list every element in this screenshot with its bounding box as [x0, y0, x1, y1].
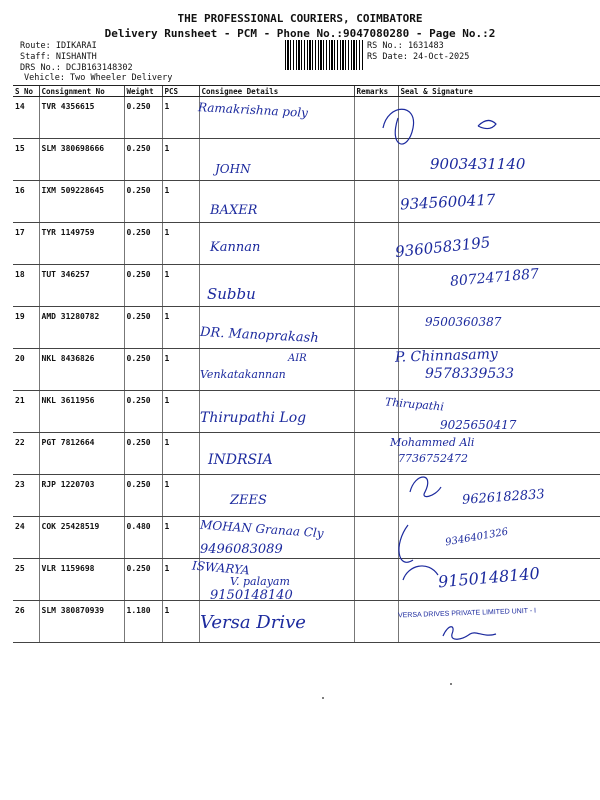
drs-label: DRS No.: DCJB163148302: [20, 63, 133, 73]
cell-remarks: [354, 475, 398, 517]
hand-signature: 9578339533: [425, 366, 515, 382]
hand-signature: 9500360387: [425, 315, 502, 329]
col-weight: Weight: [124, 86, 162, 97]
cell-weight: 0.250: [124, 97, 162, 139]
hand-signature: 9626182833: [461, 487, 546, 508]
company-title: THE PROFESSIONAL COURIERS, COIMBATORE: [177, 12, 423, 25]
cell-sno: 17: [13, 223, 39, 265]
cell-remarks: [354, 181, 398, 223]
cell-weight: 0.250: [124, 349, 162, 391]
cell-consignment: RJP 1220703: [39, 475, 124, 517]
rs-date-label: RS Date: 24-Oct-2025: [367, 52, 470, 62]
cell-consignment: COK 25428519: [39, 517, 124, 559]
signature-scribble: [405, 472, 445, 502]
hand-signature: 8072471887: [449, 266, 540, 290]
cell-consignment: IXM 509228645: [39, 181, 124, 223]
hand-signature: Thirupathi: [384, 395, 445, 414]
table-row: [13, 181, 600, 223]
scan-speck: [450, 683, 452, 685]
hand-consignee: 9496083089: [200, 542, 283, 557]
table-row: [13, 433, 600, 475]
cell-weight: 1.180: [124, 601, 162, 643]
cell-sno: 18: [13, 265, 39, 307]
cell-sno: 19: [13, 307, 39, 349]
hand-consignee: MOHAN Granaa Cly: [199, 517, 325, 541]
cell-pcs: 1: [162, 601, 199, 643]
hand-signature: 9345600417: [399, 190, 496, 214]
cell-weight: 0.250: [124, 265, 162, 307]
cell-weight: 0.480: [124, 517, 162, 559]
hand-signature: 9150148140: [437, 563, 541, 592]
cell-sno: 26: [13, 601, 39, 643]
cell-pcs: 1: [162, 349, 199, 391]
cell-remarks: [354, 265, 398, 307]
cell-consignee: [199, 475, 354, 517]
cell-remarks: [354, 223, 398, 265]
cell-sno: 24: [13, 517, 39, 559]
cell-remarks: [354, 307, 398, 349]
cell-consignment: SLM 380698666: [39, 139, 124, 181]
cell-sno: 16: [13, 181, 39, 223]
hand-consignee: Venkatakannan: [200, 368, 286, 381]
cell-pcs: 1: [162, 223, 199, 265]
hand-consignee: JOHN: [215, 162, 251, 176]
hand-signature: P. Chinnasamy: [394, 346, 499, 366]
table-row: [13, 223, 600, 265]
cell-consignment: SLM 380870939: [39, 601, 124, 643]
cell-remarks: [354, 349, 398, 391]
cell-sno: 20: [13, 349, 39, 391]
cell-weight: 0.250: [124, 475, 162, 517]
cell-weight: 0.250: [124, 559, 162, 601]
col-consignee: Consignee Details: [199, 86, 354, 97]
hand-signature: 9025650417: [440, 418, 517, 432]
cell-consignment: TUT 346257: [39, 265, 124, 307]
cell-weight: 0.250: [124, 307, 162, 349]
cell-weight: 0.250: [124, 391, 162, 433]
cell-consignment: PGT 7812664: [39, 433, 124, 475]
cell-pcs: 1: [162, 139, 199, 181]
table-row: [13, 601, 600, 643]
hand-consignee: ISWARYA: [191, 558, 251, 578]
hand-consignee: Kannan: [210, 240, 261, 255]
cell-pcs: 1: [162, 265, 199, 307]
cell-consignment: NKL 3611956: [39, 391, 124, 433]
cell-pcs: 1: [162, 475, 199, 517]
vehicle-label: Vehicle: Two Wheeler Delivery: [24, 73, 173, 83]
cell-weight: 0.250: [124, 139, 162, 181]
hand-signature: Mohammed Ali: [390, 436, 475, 449]
stamp-signature: [440, 622, 500, 644]
hand-signature: 7736752472: [398, 452, 468, 465]
cell-consignment: AMD 31280782: [39, 307, 124, 349]
hand-consignee: V. palayam: [230, 575, 290, 588]
hand-consignee: Versa Drive: [200, 612, 306, 633]
hand-signature: 9003431140: [430, 155, 526, 173]
hand-signature: 9360583195: [394, 233, 492, 261]
hand-consignee: Ramakrishna poly: [197, 100, 309, 120]
hand-consignee: INDRSIA: [208, 452, 273, 468]
col-consignment: Consignment No: [39, 86, 124, 97]
cell-consignment: VLR 1159698: [39, 559, 124, 601]
runsheet-title: Delivery Runsheet - PCM - Phone No.:9047080280 - Page No.:2: [104, 27, 496, 40]
cell-pcs: 1: [162, 391, 199, 433]
cell-pcs: 1: [162, 433, 199, 475]
cell-weight: 0.250: [124, 181, 162, 223]
table-header: [13, 86, 600, 97]
cell-pcs: 1: [162, 517, 199, 559]
cell-pcs: 1: [162, 97, 199, 139]
cell-pcs: 1: [162, 307, 199, 349]
cell-sno: 14: [13, 97, 39, 139]
cell-sno: 23: [13, 475, 39, 517]
hand-consignee: ZEES: [230, 493, 267, 508]
hand-consignee: DR. Manoprakash: [199, 324, 320, 347]
staff-label: Staff: NISHANTH: [20, 52, 97, 62]
barcode: [285, 40, 363, 70]
col-signature: Seal & Signature: [398, 86, 600, 97]
cell-consignment: TYR 1149759: [39, 223, 124, 265]
hand-consignee: BAXER: [210, 203, 258, 218]
company-stamp: VERSA DRIVES PRIVATE LIMITED UNIT - I: [397, 607, 537, 620]
cell-consignment: TVR 4356615: [39, 97, 124, 139]
hand-consignee: Subbu: [207, 285, 256, 303]
col-remarks: Remarks: [354, 86, 398, 97]
cell-weight: 0.250: [124, 223, 162, 265]
hand-consignee: Thirupathi Log: [200, 410, 307, 426]
cell-pcs: 1: [162, 181, 199, 223]
cell-pcs: 1: [162, 559, 199, 601]
hand-consignee: AIR: [288, 353, 307, 364]
cell-sno: 25: [13, 559, 39, 601]
cell-weight: 0.250: [124, 433, 162, 475]
scan-speck: [322, 697, 324, 699]
route-label: Route: IDIKARAI: [20, 41, 97, 51]
cell-consignment: NKL 8436826: [39, 349, 124, 391]
cell-sno: 22: [13, 433, 39, 475]
col-sno: S No: [13, 86, 39, 97]
hand-signature: 9346401326: [444, 526, 510, 549]
rs-no-label: RS No.: 1631483: [367, 41, 444, 51]
cell-sno: 15: [13, 139, 39, 181]
hand-consignee: 9150148140: [210, 588, 293, 603]
cell-sno: 21: [13, 391, 39, 433]
cell-remarks: [354, 601, 398, 643]
signature-scribble: [378, 98, 528, 158]
col-pcs: PCS: [162, 86, 199, 97]
